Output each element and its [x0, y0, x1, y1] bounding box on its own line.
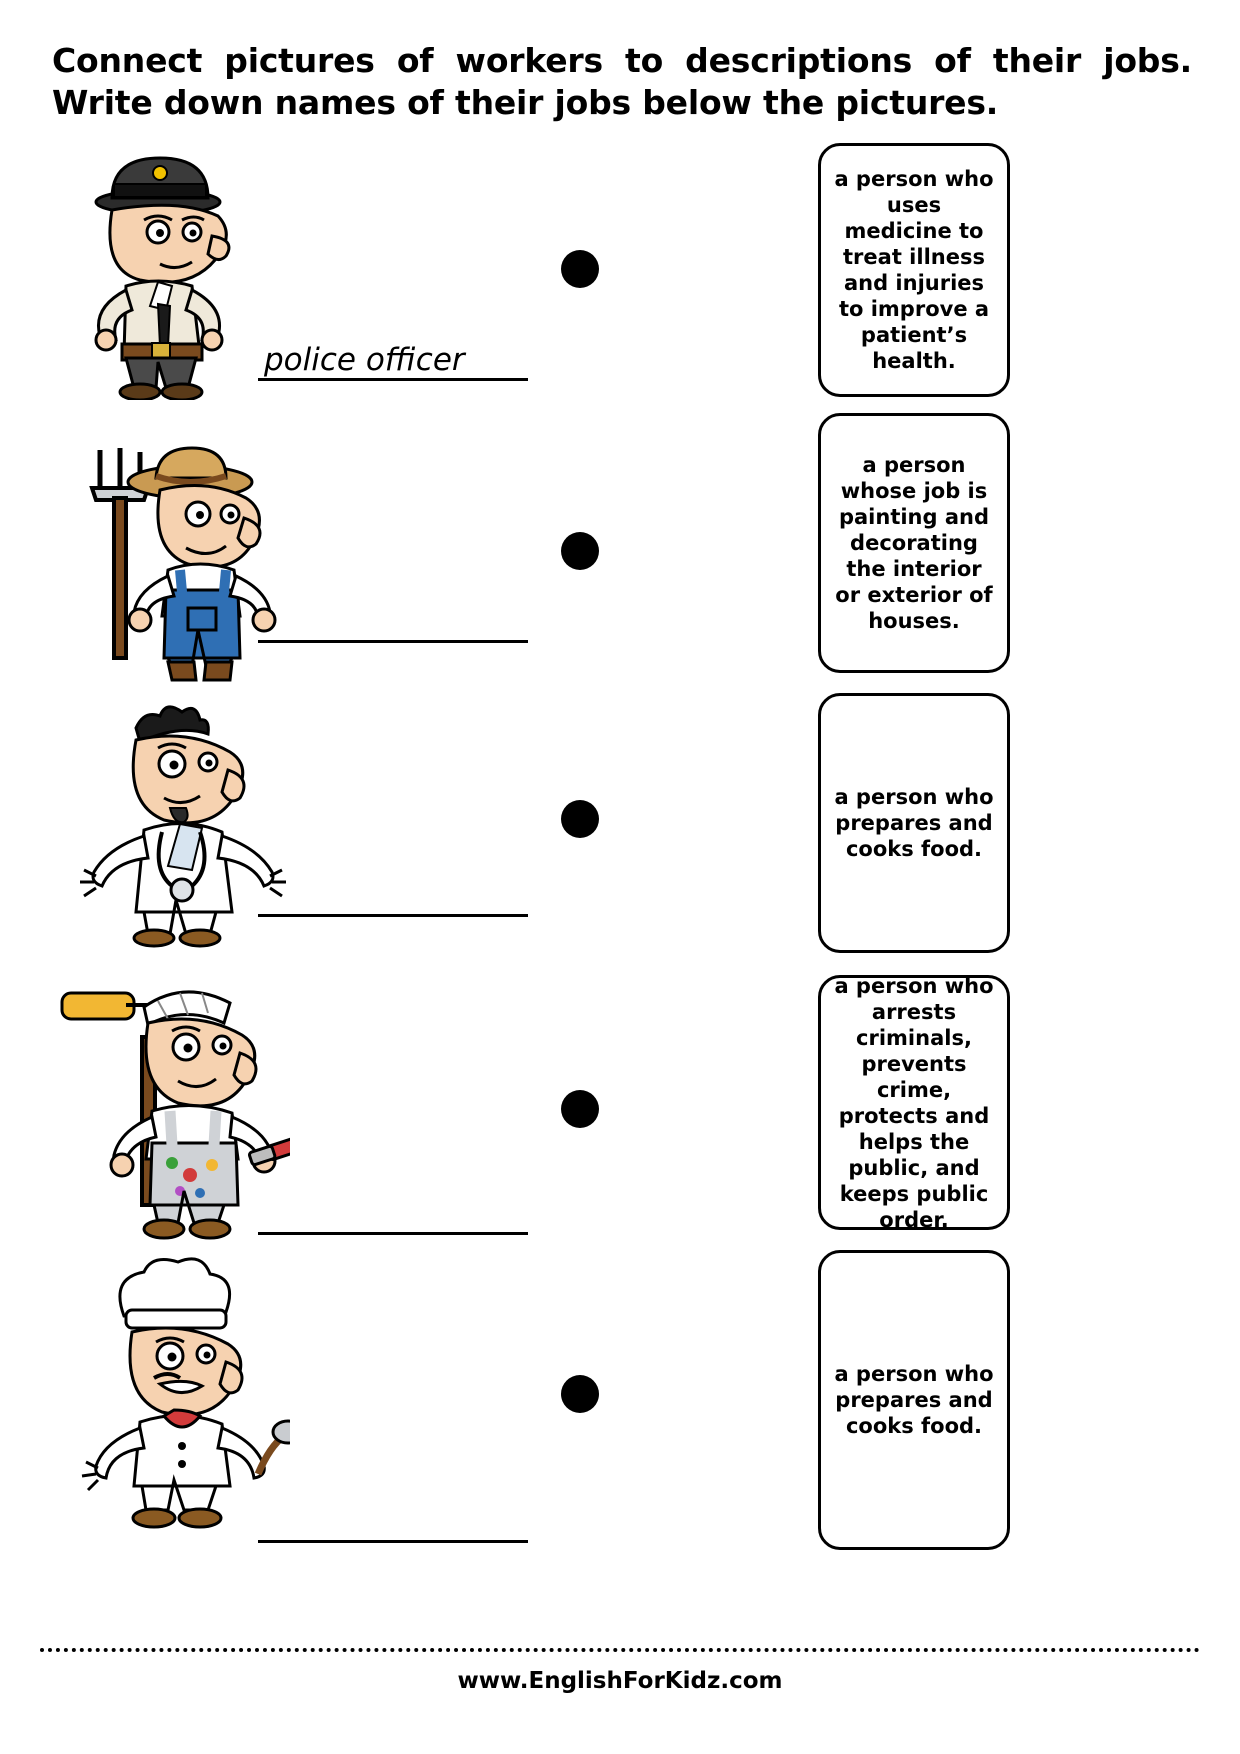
description-text: a person who arrests criminals, prevents crime, protects and helps the public, and keeps public order.: [834, 973, 994, 1232]
connector-dot-left[interactable]: [561, 800, 599, 838]
chef-illustration: [40, 1250, 290, 1510]
description-card[interactable]: [818, 413, 1010, 673]
page-title: Connect pictures of workers to descriptions of their jobs. Write down names of their jobs below the pictures.: [52, 41, 1192, 122]
worksheet-row: [0, 1250, 1240, 1540]
answer-line[interactable]: [258, 640, 528, 643]
doctor-illustration: [40, 690, 290, 950]
worksheet-row: [0, 690, 1240, 950]
footer-divider: [40, 1648, 1200, 1652]
description-text: a person who uses medicine to treat illness and injuries to improve a patient’s health.: [834, 167, 994, 373]
answer-text: police officer: [264, 342, 465, 378]
connector-dot-left[interactable]: [561, 250, 599, 288]
description-card[interactable]: [818, 975, 1010, 1230]
answer-line[interactable]: [258, 914, 528, 917]
worksheet-row: [0, 140, 1240, 420]
farmer-illustration: [40, 430, 290, 690]
connector-dot-left[interactable]: [561, 1375, 599, 1413]
description-text: a person whose job is painting and decorating the interior or exterior of houses.: [835, 453, 993, 633]
description-text: a person who prepares and cooks food.: [834, 785, 994, 861]
description-card[interactable]: [818, 693, 1010, 953]
connector-dot-left[interactable]: [561, 532, 599, 570]
answer-line[interactable]: [258, 1540, 528, 1543]
footer-website[interactable]: www.EnglishForKidz.com: [457, 1668, 783, 1694]
answer-line[interactable]: [258, 1232, 528, 1235]
description-card[interactable]: [818, 1250, 1010, 1550]
answer-line[interactable]: [258, 378, 528, 381]
painter-illustration: [40, 965, 290, 1225]
worksheet-row: [0, 430, 1240, 690]
description-text: a person who prepares and cooks food.: [834, 1362, 994, 1438]
connector-dot-left[interactable]: [561, 1090, 599, 1128]
worksheet-row: [0, 965, 1240, 1245]
description-card[interactable]: [818, 143, 1010, 397]
police-officer-illustration: [40, 140, 290, 400]
